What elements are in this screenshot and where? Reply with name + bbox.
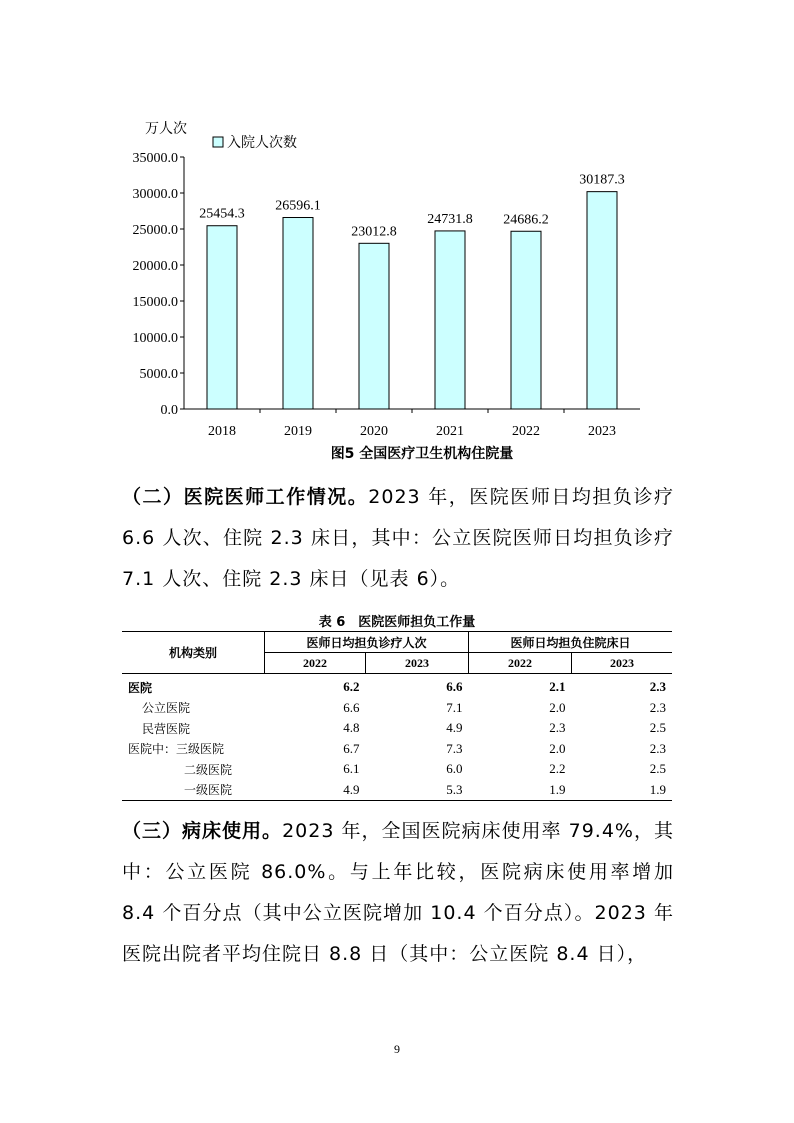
cell-value: 2.0 xyxy=(549,740,566,756)
section-2-paragraph xyxy=(122,477,674,600)
cell-value: 4.9 xyxy=(265,780,366,801)
physician-workload-table xyxy=(122,631,672,801)
cell-value: 6.7 xyxy=(343,740,360,756)
y-tick-label: 25000.0 xyxy=(132,223,178,238)
cell-value: 2.5 xyxy=(649,761,666,777)
bar xyxy=(435,231,465,409)
cell-value: 2.2 xyxy=(549,761,566,777)
row-label: 医院中：三级医院 xyxy=(128,742,225,757)
bar xyxy=(283,218,313,409)
cell-value: 7.3 xyxy=(446,740,463,756)
x-tick-label: 2020 xyxy=(360,424,388,439)
bar xyxy=(511,231,541,409)
col-header-year: 2023 xyxy=(572,653,673,674)
table-row xyxy=(122,698,672,719)
col-header-year: 2023 xyxy=(366,653,469,674)
row-label: 医院 xyxy=(128,680,153,695)
cell-value: 2.3 xyxy=(649,740,666,756)
x-tick-label: 2023 xyxy=(588,424,616,439)
cell-value: 6.6 xyxy=(446,679,463,695)
col-header-year: 2022 xyxy=(469,653,572,674)
table-row xyxy=(122,780,672,801)
y-tick-label: 30000.0 xyxy=(132,187,178,202)
table-row xyxy=(122,759,672,780)
col-header-category: 机构类别 xyxy=(122,632,265,674)
section-2-body: 2023 年，医院医师日均担负诊疗 6.6 人次、住院 2.3 床日，其中：公立医院医师日均担负诊疗 7.1 人次、住院 2.3 床日（见表 6）。 xyxy=(122,486,674,590)
data-label: 24731.8 xyxy=(427,211,473,227)
x-tick-label: 2018 xyxy=(208,424,236,439)
bar xyxy=(587,192,617,409)
cell-value: 4.8 xyxy=(343,720,360,736)
data-label: 30187.3 xyxy=(579,172,625,188)
data-label: 23012.8 xyxy=(351,224,397,240)
chart-caption: 图5 全国医疗卫生机构住院量 xyxy=(330,446,514,462)
y-tick-label: 5000.0 xyxy=(139,367,178,382)
row-label: 二级医院 xyxy=(184,762,233,777)
section-3-body: 2023 年，全国医院病床使用率 79.4%，其中：公立医院 86.0%。与上年比较，医院病床使用率增加 8.4 个百分点（其中公立医院增加 10.4 个百分点）。2023 年医院出院者平均住院日 8.8 日（其中：公立医院 8.4 日）， xyxy=(122,820,674,965)
legend-label: 入院人次数 xyxy=(227,135,297,151)
col-header-year: 2022 xyxy=(265,653,366,674)
section-2-heading: （二）医院医师工作情况。 xyxy=(122,486,369,508)
cell-value: 6.6 xyxy=(343,699,360,715)
data-label: 24686.2 xyxy=(503,212,549,228)
cell-value: 4.9 xyxy=(446,720,463,736)
row-label: 民营医院 xyxy=(142,721,191,736)
cell-value: 2.1 xyxy=(549,679,566,695)
table-row xyxy=(122,674,672,698)
bar xyxy=(359,243,389,409)
bar xyxy=(207,226,237,409)
data-label: 25454.3 xyxy=(199,206,245,222)
section-3-heading: （三）病床使用。 xyxy=(122,820,283,842)
cell-value: 7.1 xyxy=(446,699,463,715)
row-label: 公立医院 xyxy=(142,701,191,716)
y-tick-label: 0.0 xyxy=(160,403,178,418)
cell-value: 2.0 xyxy=(549,699,566,715)
cell-value: 6.2 xyxy=(343,679,360,695)
x-tick-label: 2019 xyxy=(284,424,312,439)
x-tick-label: 2021 xyxy=(436,424,464,439)
cell-value: 2.3 xyxy=(549,720,566,736)
cell-value: 2.5 xyxy=(649,720,666,736)
cell-value: 1.9 xyxy=(469,780,572,801)
section-3-paragraph xyxy=(122,811,674,975)
cell-value: 1.9 xyxy=(572,780,673,801)
cell-value: 6.1 xyxy=(343,761,360,777)
table-row xyxy=(122,718,672,739)
table-row xyxy=(122,739,672,760)
cell-value: 2.3 xyxy=(649,699,666,715)
y-axis-unit-label: 万人次 xyxy=(145,121,187,137)
col-header-group-outpatient: 医师日均担负诊疗人次 xyxy=(265,632,469,653)
data-label: 26596.1 xyxy=(275,198,321,214)
cell-value: 2.3 xyxy=(649,679,666,695)
y-tick-label: 15000.0 xyxy=(132,295,178,310)
y-tick-label: 20000.0 xyxy=(132,259,178,274)
table-title: 表 6 医院医师担负工作量 xyxy=(318,615,476,630)
y-tick-label: 35000.0 xyxy=(132,151,178,166)
row-label: 一级医院 xyxy=(122,780,265,801)
legend-swatch xyxy=(213,137,223,147)
page-number: 9 xyxy=(394,1042,400,1056)
y-tick-label: 10000.0 xyxy=(132,331,178,346)
cell-value: 6.0 xyxy=(446,761,463,777)
col-header-group-inpatient: 医师日均担负住院床日 xyxy=(469,632,673,653)
inpatient-bar-chart xyxy=(110,110,670,470)
x-tick-label: 2022 xyxy=(512,424,540,439)
cell-value: 5.3 xyxy=(366,780,469,801)
